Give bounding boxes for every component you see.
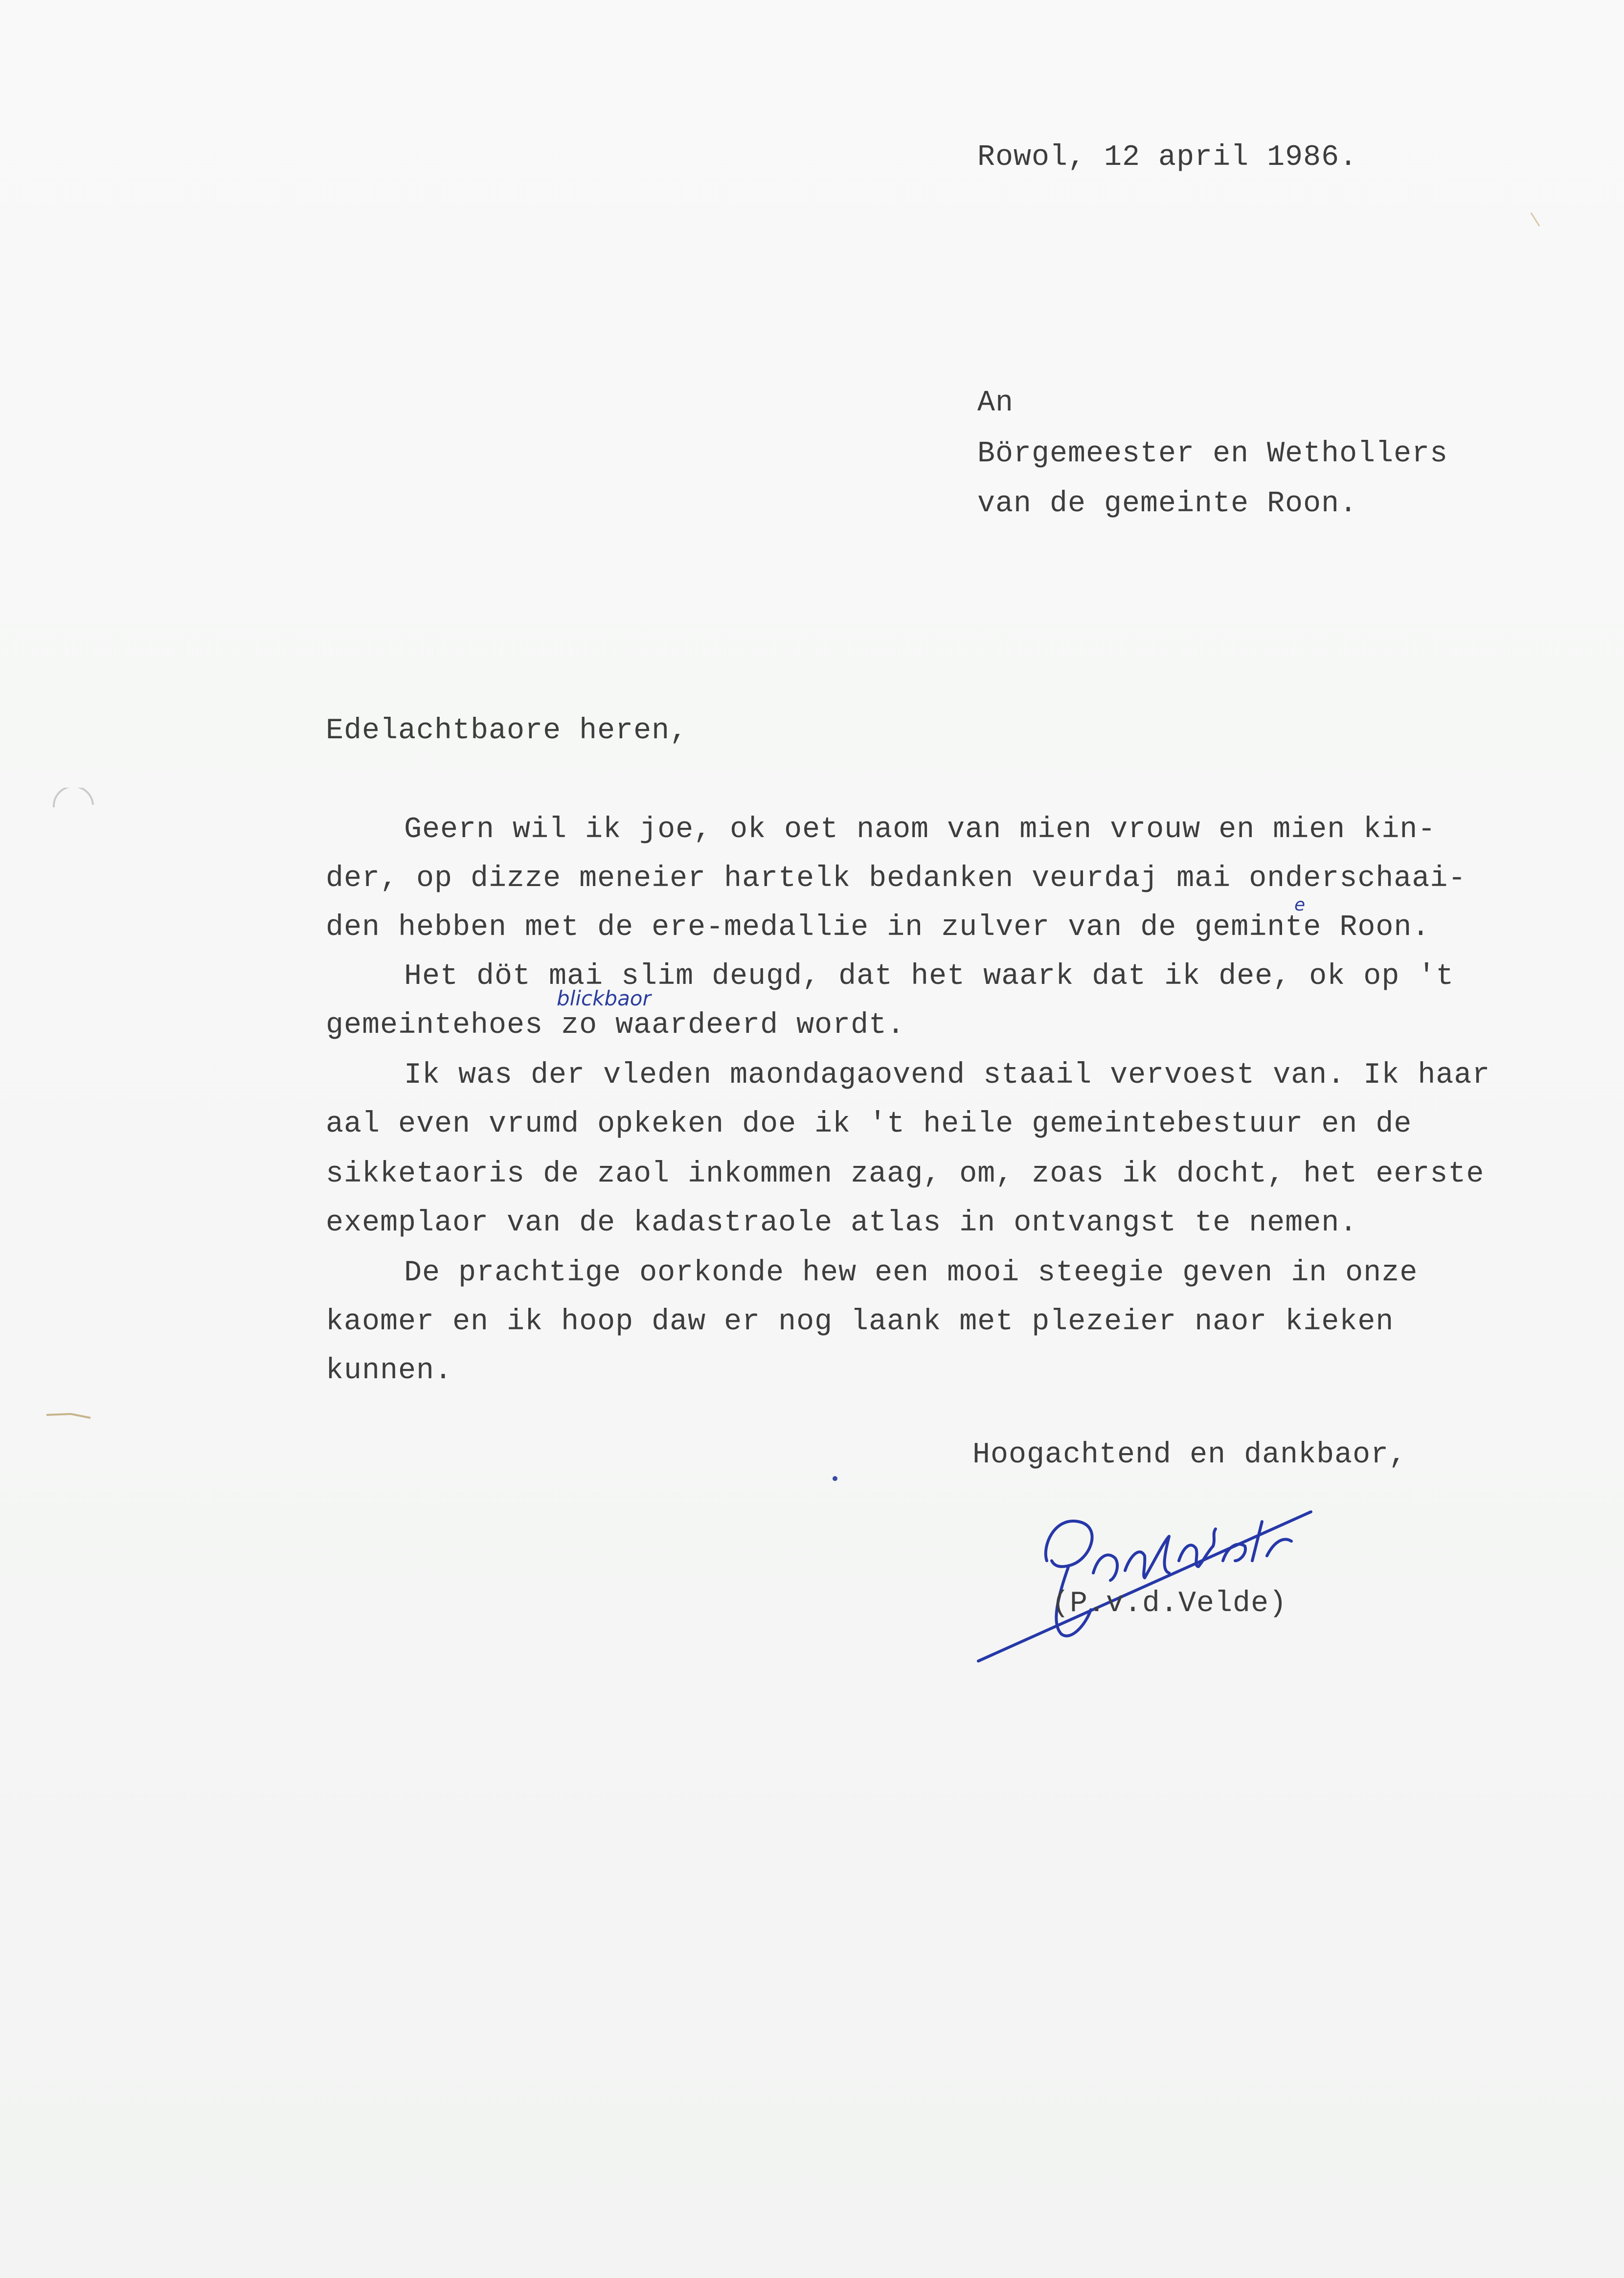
corner-tick-mark (1529, 210, 1543, 230)
address-line: van de gemeinte Roon. (977, 487, 1358, 521)
body-line: gemeintehoes zo waardeerd wordt. (326, 1009, 905, 1042)
body-line: kunnen. (326, 1354, 453, 1388)
address-line: Börgemeester en Wethollers (977, 437, 1448, 471)
body-line: aal even vrumd opkeken doe ik 't heile gemeintebestuur en de (326, 1108, 1412, 1141)
body-line: kaomer en ik hoop daw er nog laank met plezeier naor kieken (326, 1305, 1394, 1339)
body-line: sikketaoris de zaol inkommen zaag, om, zoas ik docht, het eerste (326, 1158, 1485, 1191)
body-line: den hebben met de ere-medallie in zulver van de geminte Roon. (326, 911, 1430, 944)
signature (969, 1487, 1321, 1673)
body-line: De prachtige oorkonde hew een mooi steegie geven in onze (404, 1256, 1418, 1290)
address-line: An (977, 387, 1014, 420)
salutation: Edelachtbaore heren, (326, 714, 688, 748)
body-line: Geern wil ik joe, ok oet naom van mien vrouw en mien kin- (404, 813, 1436, 846)
handwritten-insertion: blickbaor (557, 986, 651, 1010)
body-line: exemplaor van de kadastraole atlas in ontvangst te nemen. (326, 1207, 1358, 1240)
body-line: Het döt mai slim deugd, dat het waark dat ik dee, ok op 't (404, 960, 1454, 993)
body-line: Ik was der vleden maondagaovend staail vervoest van. Ik haar (404, 1059, 1490, 1092)
ink-dot (832, 1475, 838, 1482)
margin-tick-mark (44, 1409, 98, 1424)
closing-line: Hoogachtend en dankbaor, (972, 1438, 1407, 1472)
handwritten-letter-e: e (1294, 895, 1306, 915)
body-line: der, op dizze meneier hartelk bedanken veurdaj mai onderschaai- (326, 862, 1466, 895)
place-date-line: Rowol, 12 april 1986. (977, 141, 1358, 174)
signatory-name: (P.v.d.Velde) (1052, 1587, 1287, 1620)
punch-hole-mark (49, 788, 103, 842)
